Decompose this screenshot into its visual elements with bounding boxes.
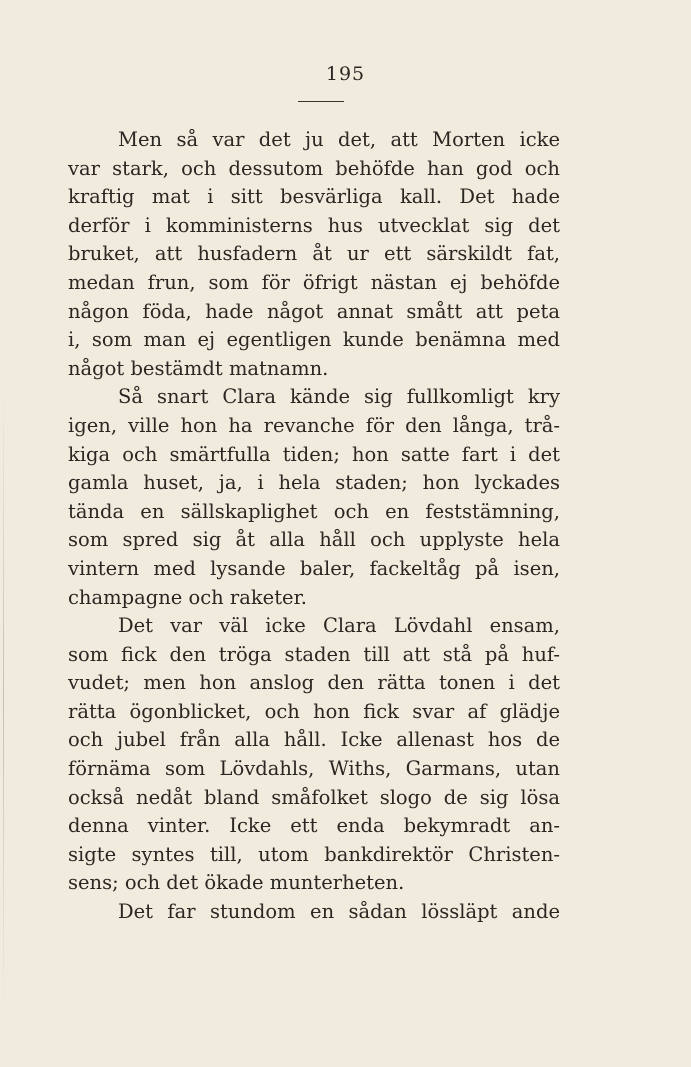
text-line: något bestämdt matnamn. <box>68 356 329 380</box>
text-line: Men så var det ju det, att Morten icke <box>118 128 560 151</box>
text-line: som spred sig åt alla håll och upplyste hela <box>68 528 560 552</box>
text-line: tända en sällskaplighet och en feststämning, <box>68 499 560 523</box>
text-line: i, som man ej egentligen kunde benämna med <box>68 328 560 352</box>
text-line: kraftig mat i sitt besvärliga kall. Det hade <box>68 185 560 209</box>
text-line: sens; och det ökade munterheten. <box>68 871 405 895</box>
text-line: champagne och raketer. <box>68 585 307 609</box>
text-line: sigte syntes till, utom bankdirektör Christen- <box>68 842 560 866</box>
text-line: vudet; men hon anslog den rätta tonen i det <box>68 671 560 695</box>
text-line: var stark, och dessutom behöfde han god och <box>68 156 560 180</box>
text-line: också nedåt bland småfolket slogo de sig lösa <box>68 785 560 809</box>
text-line: förnäma som Lövdahls, Withs, Garmans, utan <box>68 757 560 781</box>
text-line: bruket, att husfadern åt ur ett särskildt fat, <box>68 242 560 266</box>
text-line: någon föda, hade något annat smått att peta <box>68 299 560 323</box>
text-line: medan frun, som för öfrigt nästan ej behöfde <box>68 270 560 294</box>
text-line: rätta ögonblicket, och hon fick svar af glädje <box>68 699 560 723</box>
text-line: Så snart Clara kände sig fullkomligt kry <box>118 385 560 409</box>
page-number: 195 <box>325 63 366 85</box>
text-line: denna vinter. Icke ett enda bekymradt an- <box>68 814 560 838</box>
page-gutter-shadow <box>3 380 4 1020</box>
text-line: igen, ville hon ha revanche för den långa, trå- <box>68 413 560 437</box>
text-line: och jubel från alla håll. Icke allenast hos de <box>68 728 560 752</box>
text-line: Det var väl icke Clara Lövdahl ensam, <box>118 614 560 638</box>
text-line: gamla huset, ja, i hela staden; hon lyckades <box>68 471 560 495</box>
text-line: vintern med lysande baler, fackeltåg på isen, <box>68 556 560 580</box>
text-line: Det far stundom en sådan lössläpt ande <box>118 900 560 924</box>
text-line: som fick den tröga staden till att stå på huf- <box>68 642 560 666</box>
text-line: derför i komministerns hus utvecklat sig det <box>68 213 560 237</box>
text-line: kiga och smärtfulla tiden; hon satte fart i det <box>68 442 560 466</box>
header-rule <box>298 101 344 102</box>
body-text <box>68 126 560 927</box>
